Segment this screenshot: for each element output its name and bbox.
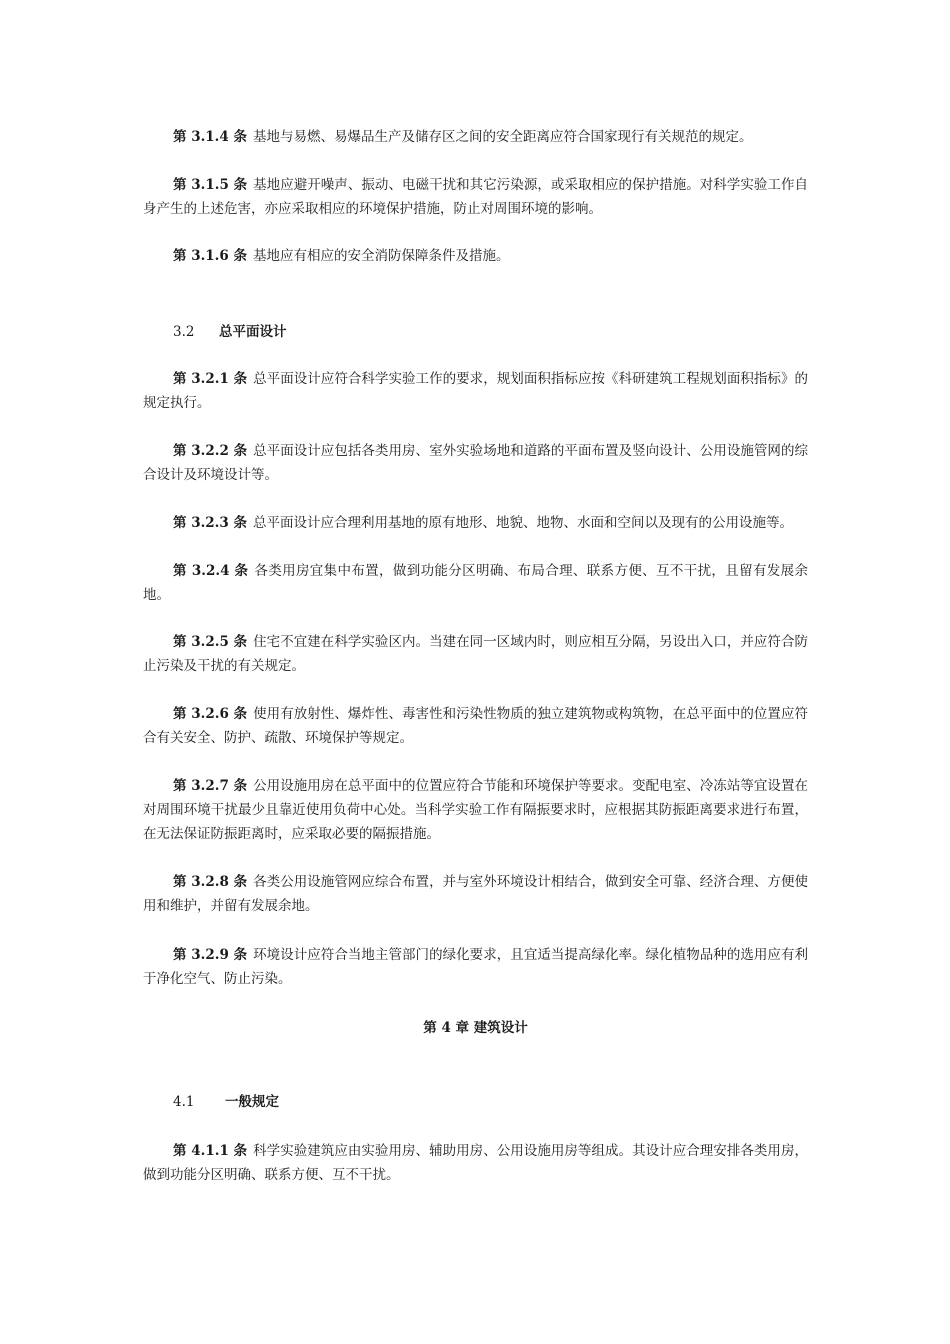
clause-text: 环境设计应符合当地主管部门的绿化要求，且宜适当提高绿化率。绿化植物品种的选用应有利于净化空气、防止污染。 [143, 947, 809, 987]
clause-label: 第 3.2.2 条 [173, 443, 248, 459]
clause-label: 第 3.2.3 条 [173, 515, 247, 531]
clause-3-2-6 [143, 702, 808, 750]
clause-3-2-8 [143, 870, 808, 918]
clause-label: 第 3.2.9 条 [173, 947, 248, 963]
clause-label: 第 3.1.6 条 [173, 248, 247, 264]
clause-label: 第 3.2.6 条 [173, 706, 248, 722]
clause-4-1-1 [143, 1139, 808, 1187]
clause-text: 总平面设计应合理利用基地的原有地形、地貌、地物、水面和空间以及现有的公用设施等。 [252, 515, 793, 531]
clause-label: 第 3.2.1 条 [173, 371, 248, 387]
clause-text: 使用有放射性、爆炸性、毒害性和污染性物质的独立建筑物或构筑物，在总平面中的位置应符合有关安全、防护、疏散、环境保护等规定。 [143, 706, 809, 746]
clause-3-2-9 [143, 943, 808, 991]
clause-3-1-5 [143, 173, 808, 221]
clause-3-2-3 [143, 511, 808, 535]
clause-text: 基地应有相应的安全消防保障条件及措施。 [252, 248, 510, 264]
section-heading-4-1 [143, 1090, 808, 1114]
section-number: 3.2 [173, 324, 195, 340]
clause-label: 第 3.2.7 条 [173, 778, 248, 794]
clause-text: 各类用房宜集中布置，做到功能分区明确、布局合理、联系方便、互不干扰，且留有发展余地。 [143, 563, 809, 603]
clause-label: 第 4.1.1 条 [173, 1143, 248, 1159]
clause-text: 基地应避开噪声、振动、电磁干扰和其它污染源，或采取相应的保护措施。对科学实验工作自身产生的上述危害，亦应采取相应的环境保护措施，防止对周围环境的影响。 [143, 177, 809, 217]
clause-text: 各类公用设施管网应综合布置，并与室外环境设计相结合，做到安全可靠、经济合理、方便使用和维护，并留有发展余地。 [143, 874, 809, 914]
section-title: 总平面设计 [219, 324, 287, 340]
clause-text: 科学实验建筑应由实验用房、辅助用房、公用设施用房等组成。其设计应合理安排各类用房，做到功能分区明确、联系方便、互不干扰。 [143, 1143, 809, 1183]
clause-3-2-4 [143, 559, 808, 607]
clause-text: 公用设施用房在总平面中的位置应符合节能和环境保护等要求。变配电室、冷冻站等宜设置在对周围环境干扰最少且靠近使用负荷中心处。当科学实验工作有隔振要求时，应根据其防振距离要求进行布置，在无法保证防振距离时，应采取必要的隔振措施。 [143, 778, 809, 842]
clause-label: 第 3.2.4 条 [173, 563, 249, 579]
clause-label: 第 3.2.5 条 [173, 634, 248, 650]
clause-3-2-2 [143, 439, 808, 487]
clause-3-1-4 [143, 125, 808, 149]
clause-label: 第 3.1.4 条 [173, 129, 247, 145]
chapter-heading [143, 1016, 808, 1040]
clause-text: 住宅不宜建在科学实验区内。当建在同一区域内时，则应相互分隔，另设出入口，并应符合防止污染及干扰的有关规定。 [143, 634, 809, 674]
clause-3-2-7 [143, 774, 808, 846]
clause-text: 总平面设计应符合科学实验工作的要求，规划面积指标应按《科研建筑工程规划面积指标》的规定执行。 [143, 371, 809, 411]
clause-text: 基地与易燃、易爆品生产及储存区之间的安全距离应符合国家现行有关规范的规定。 [252, 129, 753, 145]
chapter-title: 第 4 章 建筑设计 [423, 1020, 528, 1036]
clause-3-2-5 [143, 630, 808, 678]
clause-3-1-6 [143, 244, 808, 268]
clause-3-2-1 [143, 367, 808, 415]
clause-text: 总平面设计应包括各类用房、室外实验场地和道路的平面布置及竖向设计、公用设施管网的综合设计及环境设计等。 [143, 443, 809, 483]
clause-label: 第 3.1.5 条 [173, 177, 248, 193]
clause-label: 第 3.2.8 条 [173, 874, 248, 890]
section-title: 一般规定 [225, 1094, 279, 1110]
section-heading-3-2 [143, 320, 808, 344]
section-number: 4.1 [173, 1094, 195, 1110]
